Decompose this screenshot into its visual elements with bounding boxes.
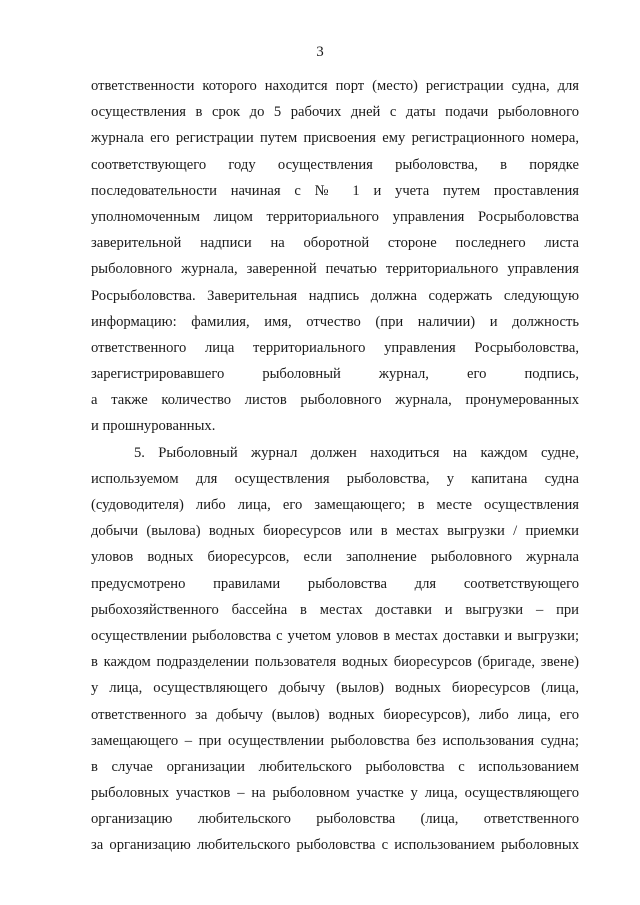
text-line: уполномоченным лицом территориального управления Росрыболовства bbox=[91, 208, 579, 225]
text-line: (судоводителя) либо лица, его замещающего; в месте осуществления bbox=[91, 497, 579, 513]
text-line: ответственного лица территориального управления Росрыболовства, bbox=[91, 339, 579, 356]
text-line: уловов водных биоресурсов, если заполнение рыболовного журнала bbox=[91, 549, 579, 566]
text-line: информацию: фамилия, имя, отчество (при наличии) и должность bbox=[91, 313, 579, 330]
text-line: в каждом подразделении пользователя водных биоресурсов (бригаде, звене) bbox=[91, 654, 579, 671]
text-line: рыболовных участков – на рыболовном участке у лица, осуществляющего bbox=[91, 785, 579, 802]
text-line: замещающего – при осуществлении рыболовства без использования судна; bbox=[91, 732, 579, 749]
text-line: предусмотрено правилами рыболовства для соответствующего bbox=[91, 575, 579, 592]
body-text bbox=[91, 73, 579, 859]
text-line: рыбохозяйственного бассейна в местах доставки и выгрузки – при bbox=[91, 601, 579, 618]
page-number: 3 bbox=[316, 44, 324, 60]
paragraph-first-line: 5. Рыболовный журнал должен находиться на каждом судне, bbox=[134, 444, 579, 461]
text-line: у лица, осуществляющего добычу (вылов) водных биоресурсов (лица, bbox=[91, 680, 579, 697]
text-line: осуществления в срок до 5 рабочих дней с даты подачи рыболовного bbox=[91, 104, 579, 121]
text-line: рыболовного журнала, заверенной печатью территориального управления bbox=[91, 261, 579, 278]
text-line: ответственности которого находится порт (место) регистрации судна, для bbox=[91, 78, 579, 94]
text-line: а также количество листов рыболовного журнала, пронумерованных bbox=[91, 392, 579, 409]
text-line: соответствующего году осуществления рыболовства, в порядке bbox=[91, 156, 579, 173]
text-line: последовательности начиная с № 1 и учета путем проставления bbox=[91, 182, 579, 199]
text-line: за организацию любительского рыболовства с использованием рыболовных bbox=[91, 837, 579, 854]
text-line: и прошнурованных. bbox=[91, 418, 216, 435]
text-line: в случае организации любительского рыболовства с использованием bbox=[91, 758, 579, 775]
text-line: добычи (вылова) водных биоресурсов или в местах выгрузки / приемки bbox=[91, 523, 579, 540]
text-line: заверительной надписи на оборотной стороне последнего листа bbox=[91, 235, 579, 252]
text-line: ответственного за добычу (вылов) водных биоресурсов), либо лица, его bbox=[91, 706, 579, 723]
text-line: организацию любительского рыболовства (лица, ответственного bbox=[91, 811, 579, 828]
text-line: используемом для осуществления рыболовства, у капитана судна bbox=[91, 470, 579, 487]
text-line: осуществлении рыболовства с учетом уловов в местах доставки и выгрузки; bbox=[91, 627, 579, 644]
text-line: журнала его регистрации путем присвоения ему регистрационного номера, bbox=[91, 130, 579, 147]
text-line: зарегистрировавшего рыболовный журнал, его подпись, bbox=[91, 366, 579, 383]
text-line: Росрыболовства. Заверительная надпись должна содержать следующую bbox=[91, 287, 579, 304]
